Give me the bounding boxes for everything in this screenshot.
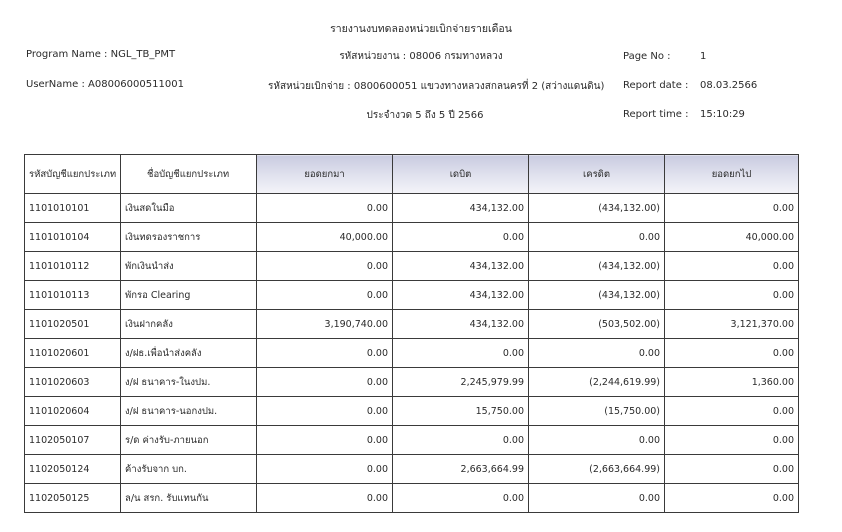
page-no-value: 1 [700, 51, 707, 62]
carried-forward-value: 0.00 [665, 281, 799, 310]
page-no-label: Page No : [623, 51, 671, 62]
table-row [25, 223, 799, 252]
credit-value: 0.00 [529, 339, 665, 368]
brought-forward-value: 0.00 [257, 194, 393, 223]
debit-value: 0.00 [393, 223, 529, 252]
credit-value: (15,750.00) [529, 397, 665, 426]
debit-value: 0.00 [393, 426, 529, 455]
report-time-label: Report time : [623, 109, 689, 120]
credit-value: (2,244,619.99) [529, 368, 665, 397]
brought-forward-value: 0.00 [257, 397, 393, 426]
brought-forward-value: 0.00 [257, 252, 393, 281]
account-code: 1101020604 [25, 397, 121, 426]
agency-line: รหัสหน่วยงาน : 08006 กรมทางหลวง [339, 51, 503, 62]
debit-value: 434,132.00 [393, 310, 529, 339]
carried-forward-value: 3,121,370.00 [665, 310, 799, 339]
disbursing-unit-line: รหัสหน่วยเบิกจ่าย : 0800600051 แขวงทางหลวงสกลนครที่ 2 (สว่างแดนดิน) [268, 81, 605, 92]
account-name: ง/ฝ ธนาคาร-นอกงปม. [121, 397, 257, 426]
credit-value: (434,132.00) [529, 281, 665, 310]
col-header-credit: เครดิต [529, 155, 665, 194]
brought-forward-value: 0.00 [257, 484, 393, 513]
account-name: เงินทดรองราชการ [121, 223, 257, 252]
table-row [25, 455, 799, 484]
brought-forward-value: 0.00 [257, 455, 393, 484]
table-row [25, 339, 799, 368]
account-code: 1101020603 [25, 368, 121, 397]
trial-balance-table [24, 154, 799, 513]
program-name: Program Name : NGL_TB_PMT [26, 49, 176, 60]
debit-value: 0.00 [393, 484, 529, 513]
table-row [25, 484, 799, 513]
debit-value: 0.00 [393, 339, 529, 368]
credit-value: 0.00 [529, 426, 665, 455]
credit-value: (434,132.00) [529, 252, 665, 281]
carried-forward-value: 0.00 [665, 194, 799, 223]
account-name: พักเงินนำส่ง [121, 252, 257, 281]
credit-value: 0.00 [529, 223, 665, 252]
debit-value: 2,663,664.99 [393, 455, 529, 484]
carried-forward-value: 40,000.00 [665, 223, 799, 252]
carried-forward-value: 0.00 [665, 484, 799, 513]
account-code: 1101020501 [25, 310, 121, 339]
carried-forward-value: 0.00 [665, 426, 799, 455]
account-code: 1101010112 [25, 252, 121, 281]
account-code: 1101010104 [25, 223, 121, 252]
brought-forward-value: 0.00 [257, 426, 393, 455]
account-name: ค้างรับจาก บก. [121, 455, 257, 484]
table-row [25, 426, 799, 455]
table-row [25, 281, 799, 310]
debit-value: 2,245,979.99 [393, 368, 529, 397]
period-line: ประจำงวด 5 ถึง 5 ปี 2566 [366, 110, 484, 121]
debit-value: 15,750.00 [393, 397, 529, 426]
brought-forward-value: 3,190,740.00 [257, 310, 393, 339]
account-code: 1102050125 [25, 484, 121, 513]
col-header-brought-forward: ยอดยกมา [257, 155, 393, 194]
account-name: ล/น สรก. รับแทนกัน [121, 484, 257, 513]
table-row [25, 252, 799, 281]
credit-value: (2,663,664.99) [529, 455, 665, 484]
account-code: 1102050124 [25, 455, 121, 484]
account-code: 1101010113 [25, 281, 121, 310]
username: UserName : A08006000511001 [26, 79, 184, 90]
brought-forward-value: 0.00 [257, 281, 393, 310]
brought-forward-value: 0.00 [257, 368, 393, 397]
table-row [25, 368, 799, 397]
brought-forward-value: 0.00 [257, 339, 393, 368]
col-header-debit: เดบิต [393, 155, 529, 194]
debit-value: 434,132.00 [393, 194, 529, 223]
account-name: ง/ฝธ.เพื่อนำส่งคลัง [121, 339, 257, 368]
carried-forward-value: 0.00 [665, 339, 799, 368]
table-row [25, 194, 799, 223]
report-title: รายงานงบทดลองหน่วยเบิกจ่ายรายเดือน [330, 23, 512, 35]
debit-value: 434,132.00 [393, 252, 529, 281]
report-date-value: 08.03.2566 [700, 80, 758, 91]
credit-value: (434,132.00) [529, 194, 665, 223]
report-time-value: 15:10:29 [700, 109, 745, 120]
table-row [25, 310, 799, 339]
carried-forward-value: 0.00 [665, 455, 799, 484]
carried-forward-value: 1,360.00 [665, 368, 799, 397]
table-header-row [25, 155, 799, 194]
credit-value: 0.00 [529, 484, 665, 513]
account-name: ร/ด ค่างรับ-ภายนอก [121, 426, 257, 455]
account-code: 1102050107 [25, 426, 121, 455]
credit-value: (503,502.00) [529, 310, 665, 339]
account-name: ง/ฝ ธนาคาร-ในงปม. [121, 368, 257, 397]
col-header-name: ชื่อบัญชีแยกประเภท [121, 155, 257, 194]
col-header-carried-forward: ยอดยกไป [665, 155, 799, 194]
col-header-code: รหัสบัญชีแยกประเภท [25, 155, 121, 194]
account-code: 1101020601 [25, 339, 121, 368]
report-date-label: Report date : [623, 80, 689, 91]
table-row [25, 397, 799, 426]
carried-forward-value: 0.00 [665, 397, 799, 426]
account-name: พักรอ Clearing [121, 281, 257, 310]
carried-forward-value: 0.00 [665, 252, 799, 281]
debit-value: 434,132.00 [393, 281, 529, 310]
account-code: 1101010101 [25, 194, 121, 223]
account-name: เงินฝากคลัง [121, 310, 257, 339]
brought-forward-value: 40,000.00 [257, 223, 393, 252]
account-name: เงินสดในมือ [121, 194, 257, 223]
